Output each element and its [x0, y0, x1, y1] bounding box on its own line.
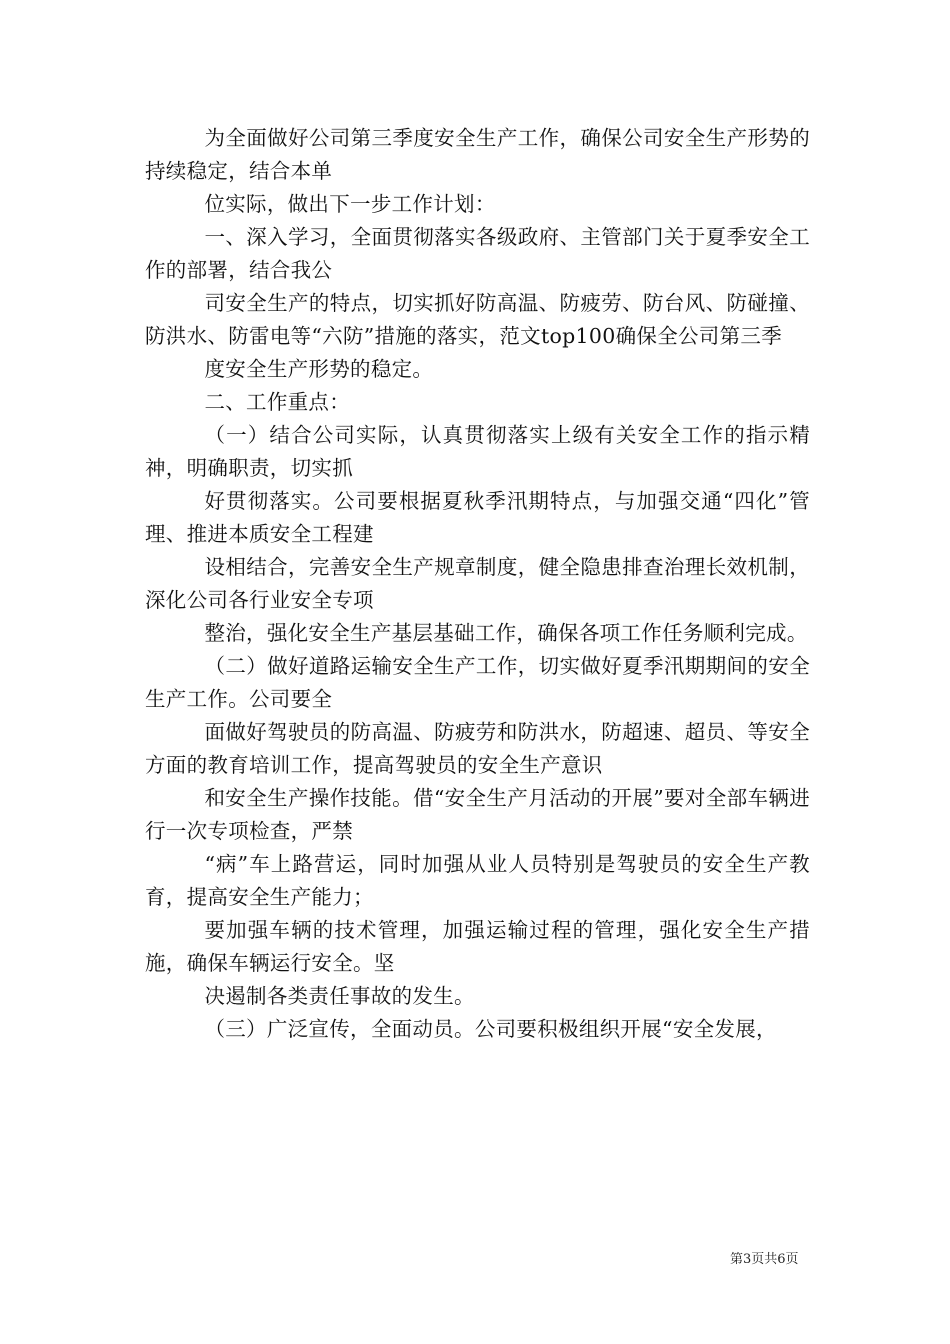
document-body	[145, 122, 810, 1046]
paragraph-16: 决遏制各类责任事故的发生。	[204, 984, 475, 1008]
paragraph-11: （二）做好道路运输安全生产工作，切实做好夏季汛期期间的安全生产工作。公司要全	[145, 654, 810, 711]
paragraph-2: 位实际，做出下一步工作计划：	[204, 192, 496, 216]
section-heading-work-focus: 二、工作重点：	[204, 390, 351, 414]
paragraph-9: 设相结合，完善安全生产规章制度，健全隐患排查治理长效机制，深化公司各行业安全专项	[145, 555, 810, 612]
paragraph-4: 司安全生产的特点，切实抓好防高温、防疲劳、防台风、防碰撞、防洪水、防雷电等“六防”措施的落实，范文top100确保全公司第三季	[145, 291, 810, 348]
paragraph-15: 要加强车辆的技术管理，加强运输过程的管理，强化安全生产措施，确保车辆运行安全。坚	[145, 918, 810, 975]
paragraph-3: 一、深入学习，全面贯彻落实各级政府、主管部门关于夏季安全工作的部署，结合我公	[145, 225, 810, 282]
paragraph-13: 和安全生产操作技能。借“安全生产月活动的开展”要对全部车辆进行一次专项检查，严禁	[145, 786, 810, 843]
paragraph-1: 为全面做好公司第三季度安全生产工作，确保公司安全生产形势的持续稳定，结合本单	[145, 126, 810, 183]
paragraph-5: 度安全生产形势的稳定。	[204, 357, 434, 381]
paragraph-12: 面做好驾驶员的防高温、防疲劳和防洪水，防超速、超员、等安全方面的教育培训工作，提高驾驶员的安全生产意识	[145, 720, 810, 777]
paragraph-17: （三）广泛宣传，全面动员。公司要积极组织开展“安全发展，	[204, 1017, 777, 1041]
paragraph-14: “病”车上路营运，同时加强从业人员特别是驾驶员的安全生产教育，提高安全生产能力；	[145, 852, 810, 909]
paragraph-7: （一）结合公司实际，认真贯彻落实上级有关安全工作的指示精神，明确职责，切实抓	[145, 423, 810, 480]
paragraph-10: 整治，强化安全生产基层基础工作，确保各项工作任务顺利完成。	[204, 621, 808, 645]
page-number-footer: 第3页共6页	[730, 1252, 799, 1267]
paragraph-8: 好贯彻落实。公司要根据夏秋季汛期特点，与加强交通“四化”管理、推进本质安全工程建	[145, 489, 810, 546]
